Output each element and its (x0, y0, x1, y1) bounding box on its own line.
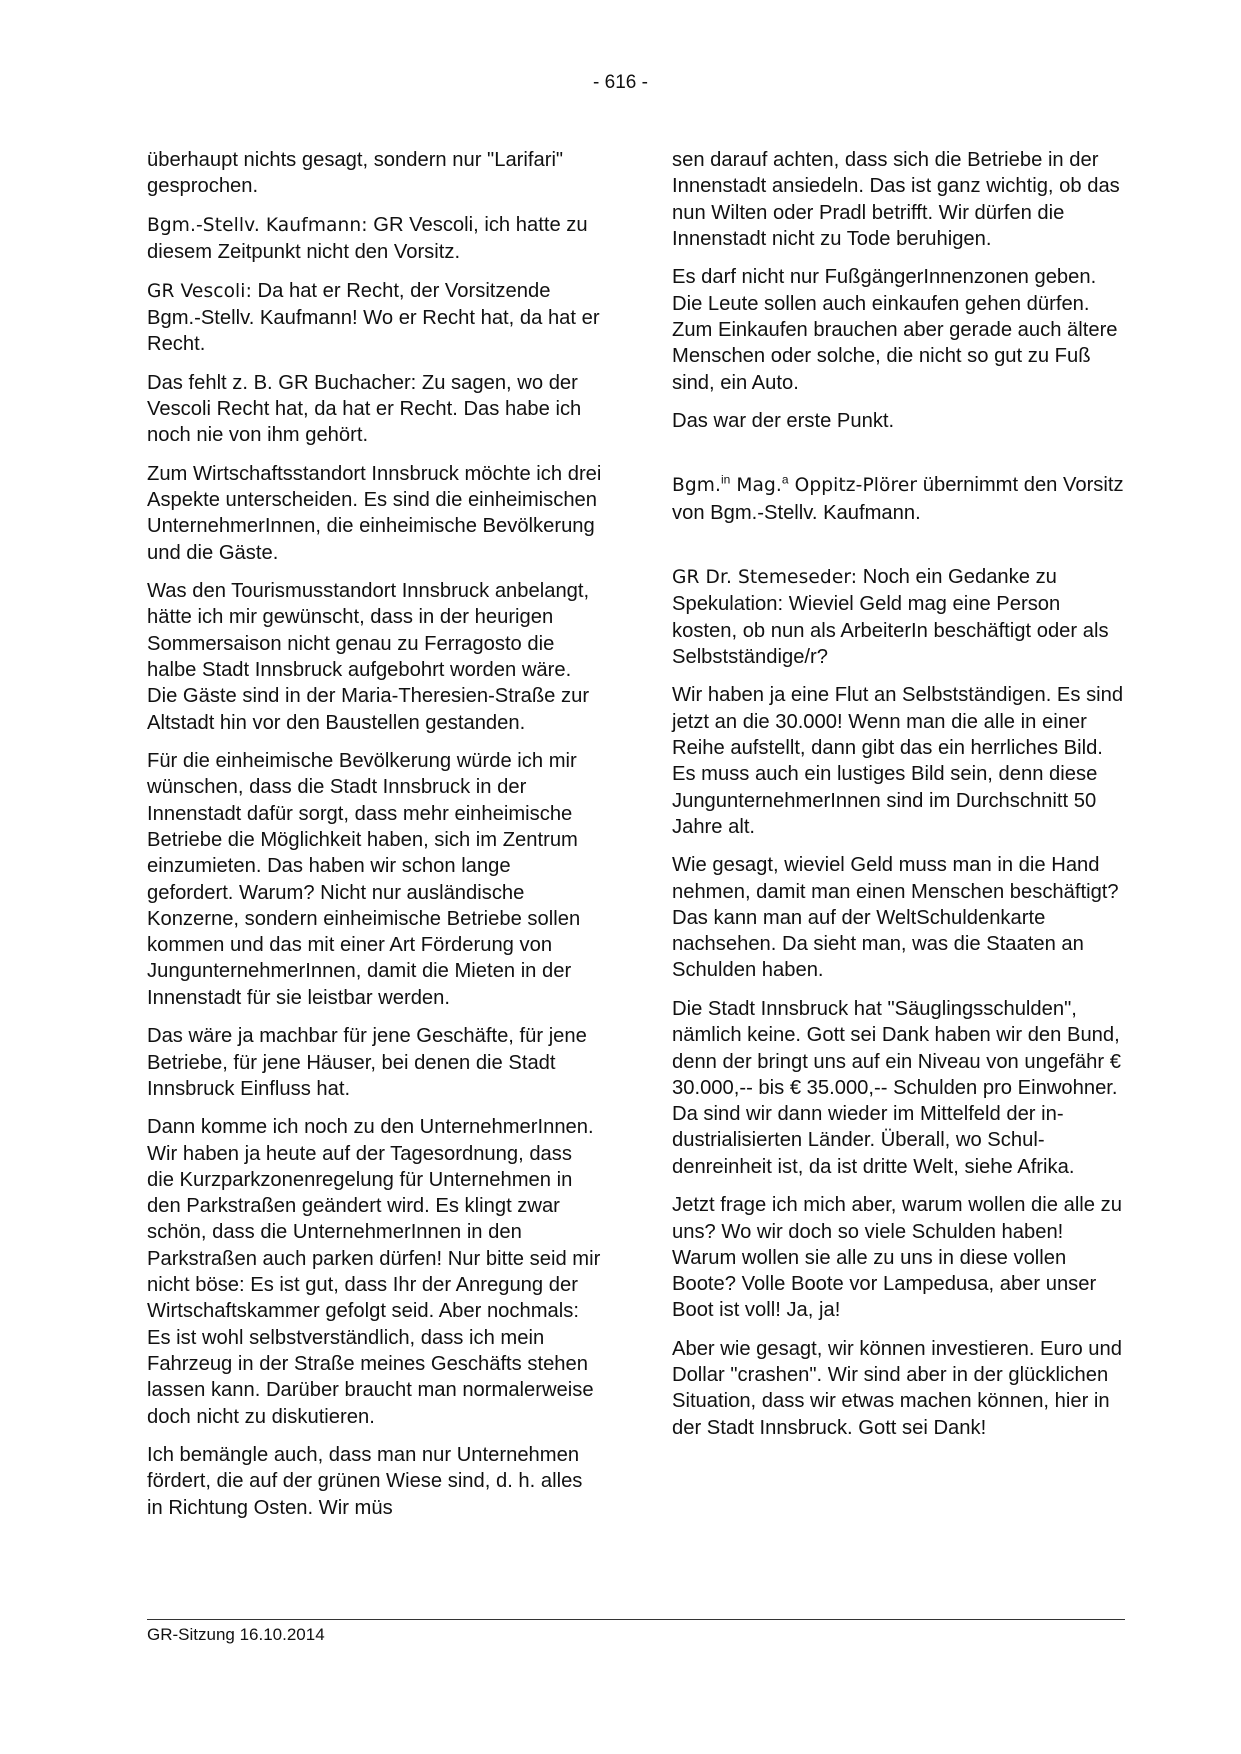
paragraph: Aber wie gesagt, wir können investieren. Euro und Dollar "crashen". Wir sind aber in der glücklichen Situation, dass wir etwas machen können, hier in der Stadt Innsbruck. Gott sei Dank! (672, 1337, 1122, 1439)
paragraph: Was den Tourismusstandort Innsbruck anbelangt, hätte ich mir gewünscht, dass in der heurigen Sommersaison nicht genau zu Ferragosto die halbe Stadt Innsbruck aufgebohrt worden wäre. Die Gäste sind in der Maria-Theresien-Straße zur Altstadt hin vor den Baustellen gestanden. (147, 580, 590, 734)
speaker-name: GR Dr. Stemeseder: (672, 566, 858, 588)
chair-degree-superscript: a (781, 472, 789, 487)
left-column (147, 147, 602, 1533)
speech-paragraph (147, 212, 602, 266)
speech-text: Noch ein Gedanke zu Spekulation: Wieviel Geld mag eine Person kosten, ob nun als ArbeiterIn beschäftigt oder als Selbstständige/r? (672, 565, 1109, 668)
paragraph: überhaupt nichts gesagt, sondern nur "Larifari" gesprochen. (147, 149, 564, 198)
chair-change-note (672, 472, 1127, 526)
paragraph: Das fehlt z. B. GR Buchacher: Zu sagen, wo der Vescoli Recht hat, da hat er Recht. Das habe ich noch nie von ihm gehört. (147, 371, 582, 447)
paragraph: sen darauf achten, dass sich die Betriebe in der Innenstadt ansiedeln. Das ist ganz wichtig, ob das nun Wilten oder Pradl betrifft. Wir dürfen die Innenstadt nicht zu Tode beruhigen. (672, 149, 1120, 250)
speaker-name: Bgm.-Stellv. Kaufmann: (147, 214, 368, 236)
speech-text: GR Vescoli, ich hatte zu diesem Zeitpunkt nicht den Vorsitz. (147, 213, 588, 264)
paragraph: Jetzt frage ich mich aber, warum wollen die alle zu uns? Wo wir doch so viele Schulden haben! Warum wollen sie alle zu uns in diese vollen Boote? Volle Boote vor Lampedusa, aber unser Boot ist voll! Ja, ja! (672, 1194, 1122, 1322)
paragraph: Dann komme ich noch zu den UnternehmerInnen. Wir haben ja heute auf der Tagesordnung, dass die Kurzparkzonenregelung für Unternehmen in den Parkstraßen geändert wird. Es klingt zwar schön, dass die UnternehmerInnen in den Parkstraßen auch parken dürfen! Nur bitte seid mir nicht böse: Es ist gut, dass Ihr der Anregung der Wirtschaftskammer gefolgt seid. Aber nochmals: Es ist wohl selbstverständlich, dass ich mein Fahrzeug in der Straße meines Geschäfts stehen lassen kann. Darüber braucht man normalerweise doch nicht zu diskutieren. (147, 1116, 601, 1428)
paragraph: Ich bemängle auch, dass man nur Unternehmen fördert, die auf der grünen Wiese sind, d. h. alles in Richtung Osten. Wir müs (147, 1444, 583, 1519)
chair-title: Bgm. (672, 475, 721, 497)
page-number: - 616 - (593, 72, 648, 93)
paragraph: Das war der erste Punkt. (672, 410, 895, 433)
paragraph: Zum Wirtschaftsstandort Innsbruck möchte ich drei Aspekte unterscheiden. Es sind die einheimischen UnternehmerInnen, die einheimische Bevölkerung und die Gäste. (147, 462, 602, 564)
footer-session-date: GR-Sitzung 16.10.2014 (147, 1625, 325, 1644)
chair-title-superscript: in (720, 472, 731, 487)
paragraph: Die Stadt Innsbruck hat "Säuglingsschulden", nämlich keine. Gott sei Dank haben wir den Bund, denn der bringt uns auf ein Niveau von ungefähr € 30.000,-- bis € 35.000,-- Schulden pro Einwohner. Da sind wir dann wieder im Mittelfeld der industrialisierten Länder. Überall, wo Schuldenreinheit ist, da ist dritte Welt, siehe Afrika. (672, 997, 1121, 1178)
paragraph: Es darf nicht nur FußgängerInnenzonen geben. Die Leute sollen auch einkaufen gehen dürfen. Zum Einkaufen brauchen aber gerade auch ältere Menschen oder solche, die nicht so gut zu Fuß sind, ein Auto. (672, 266, 1118, 394)
paragraph: Für die einheimische Bevölkerung würde ich mir wünschen, dass die Stadt Innsbruck in der Innenstadt dafür sorgt, dass mehr einheimische Betriebe die Möglichkeit haben, sich im Zentrum einzumieten. Das haben wir schon lange gefordert. Warum? Nicht nur ausländische Konzerne, sondern einheimische Betriebe sollen kommen und das mit einer Art Förderung von JungunternehmerInnen, damit die Mieten in der Innenstadt für sie leistbar werden. (147, 750, 581, 1009)
speech-paragraph (147, 278, 602, 358)
speech-paragraph (672, 564, 1127, 670)
paragraph: Das wäre ja machbar für jene Geschäfte, für jene Betriebe, für jene Häuser, bei denen die Stadt Innsbruck Einfluss hat. (147, 1025, 587, 1100)
chair-change-text: übernimmt den Vorsitz von Bgm.-Stellv. Kaufmann. (672, 474, 1124, 524)
right-column (672, 147, 1127, 1453)
chair-name: Oppitz-Plörer (788, 475, 918, 497)
footer-divider (147, 1619, 1125, 1620)
speech-text: Da hat er Recht, der Vorsitzende Bgm.-Stellv. Kaufmann! Wo er Recht hat, da hat er Recht. (147, 279, 600, 356)
paragraph: Wir haben ja eine Flut an Selbstständigen. Es sind jetzt an die 30.000! Wenn man die alle in einer Reihe aufstellt, dann gibt das ein herrliches Bild. Es muss auch ein lustiges Bild sein, denn diese JungunternehmerInnen sind im Durchschnitt 50 Jahre alt. (672, 684, 1124, 838)
chair-degree: Mag. (730, 475, 782, 497)
paragraph: Wie gesagt, wieviel Geld muss man in die Hand nehmen, damit man einen Menschen beschäftigt? Das kann man auf der WeltSchuldenkarte nachsehen. Da sieht man, was die Staaten an Schulden haben. (672, 854, 1119, 982)
speaker-name: GR Vescoli: (147, 280, 252, 302)
